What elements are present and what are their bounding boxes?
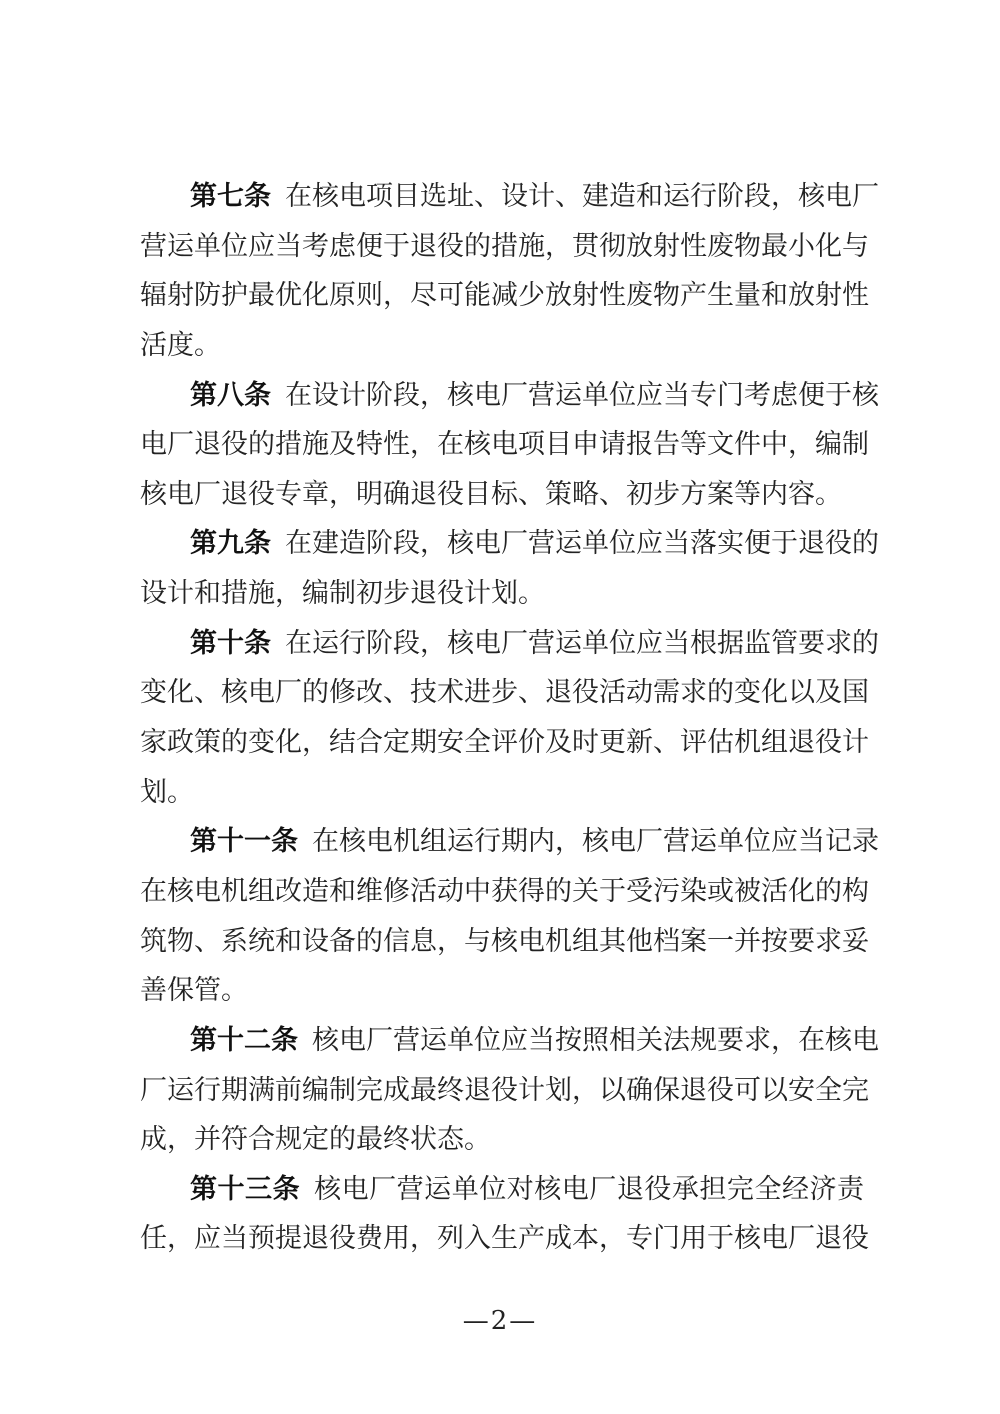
article-heading: 第十三条 [190, 1173, 301, 1205]
article-text: 变化、核电厂的修改、技术进步、退役活动需求的变化以及国 [140, 677, 869, 709]
article-heading: 第八条 [190, 379, 271, 411]
article-line [140, 519, 879, 569]
article-line [140, 1214, 869, 1264]
article-heading: 第十二条 [190, 1024, 298, 1056]
article [140, 1016, 879, 1165]
article-line [140, 321, 864, 371]
article-line [140, 668, 869, 718]
article-text: 辐射防护最优化原则，尽可能减少放射性废物产生量和放射性 [140, 280, 869, 312]
article [140, 619, 879, 818]
article-line [140, 1016, 879, 1066]
page-number: —2— [462, 1306, 538, 1336]
article-line [140, 917, 869, 967]
article-line [140, 569, 864, 619]
article [140, 519, 879, 618]
article-text: 在建造阶段，核电厂营运单位应当落实便于退役的 [285, 528, 879, 560]
article-text: 任，应当预提退役费用，列入生产成本，专门用于核电厂退役 [140, 1223, 869, 1255]
article-text: 在核电机组改造和维修活动中获得的关于受污染或被活化的构 [140, 875, 869, 907]
article-text: 厂运行期满前编制完成最终退役计划，以确保退役可以安全完 [140, 1074, 869, 1106]
article-text: 善保管。 [140, 975, 248, 1007]
document-body [140, 172, 879, 1264]
article [140, 172, 879, 371]
article-line [140, 768, 864, 818]
article-text: 设计和措施，编制初步退役计划。 [140, 578, 545, 610]
article-line [140, 1115, 864, 1165]
article [140, 371, 879, 520]
article-line [140, 1165, 864, 1215]
article-line [140, 817, 879, 867]
article-line [140, 371, 879, 421]
article-text: 核电厂营运单位应当按照相关法规要求，在核电 [312, 1024, 879, 1056]
article-line [140, 718, 869, 768]
article-line [140, 1066, 869, 1116]
article-text: 家政策的变化，结合定期安全评价及时更新、评估机组退役计 [140, 727, 869, 759]
article-text: 核电厂退役专章，明确退役目标、策略、初步方案等内容。 [140, 478, 842, 510]
article-text: 成，并符合规定的最终状态。 [140, 1124, 491, 1156]
article-heading: 第九条 [190, 528, 271, 560]
article-text: 电厂退役的措施及特性，在核电项目申请报告等文件中，编制 [140, 429, 869, 461]
article-line [140, 172, 879, 222]
article-text: 在核电机组运行期内，核电厂营运单位应当记录 [312, 826, 879, 858]
article-heading: 第七条 [190, 181, 271, 212]
article-line [140, 271, 869, 321]
article-text: 筑物、系统和设备的信息，与核电机组其他档案一并按要求妥 [140, 925, 869, 957]
article [140, 1165, 869, 1264]
article-text: 活度。 [140, 329, 221, 361]
article-text: 营运单位应当考虑便于退役的措施，贯彻放射性废物最小化与 [140, 230, 869, 262]
article-text: 核电厂营运单位对核电厂退役承担完全经济责 [314, 1173, 865, 1205]
article-line [140, 470, 864, 520]
article-heading: 第十一条 [190, 826, 298, 858]
article-line [140, 222, 869, 272]
article-line [140, 619, 879, 669]
article-text: 在设计阶段，核电厂营运单位应当专门考虑便于核 [285, 379, 879, 411]
article-line [140, 867, 869, 917]
article-text: 在核电项目选址、设计、建造和运行阶段，核电厂 [285, 181, 879, 212]
article-line [140, 966, 864, 1016]
article-text: 在运行阶段，核电厂营运单位应当根据监管要求的 [285, 627, 879, 659]
article-text: 划。 [140, 776, 194, 808]
article-heading: 第十条 [190, 627, 271, 659]
article-line [140, 420, 869, 470]
article [140, 817, 879, 1016]
